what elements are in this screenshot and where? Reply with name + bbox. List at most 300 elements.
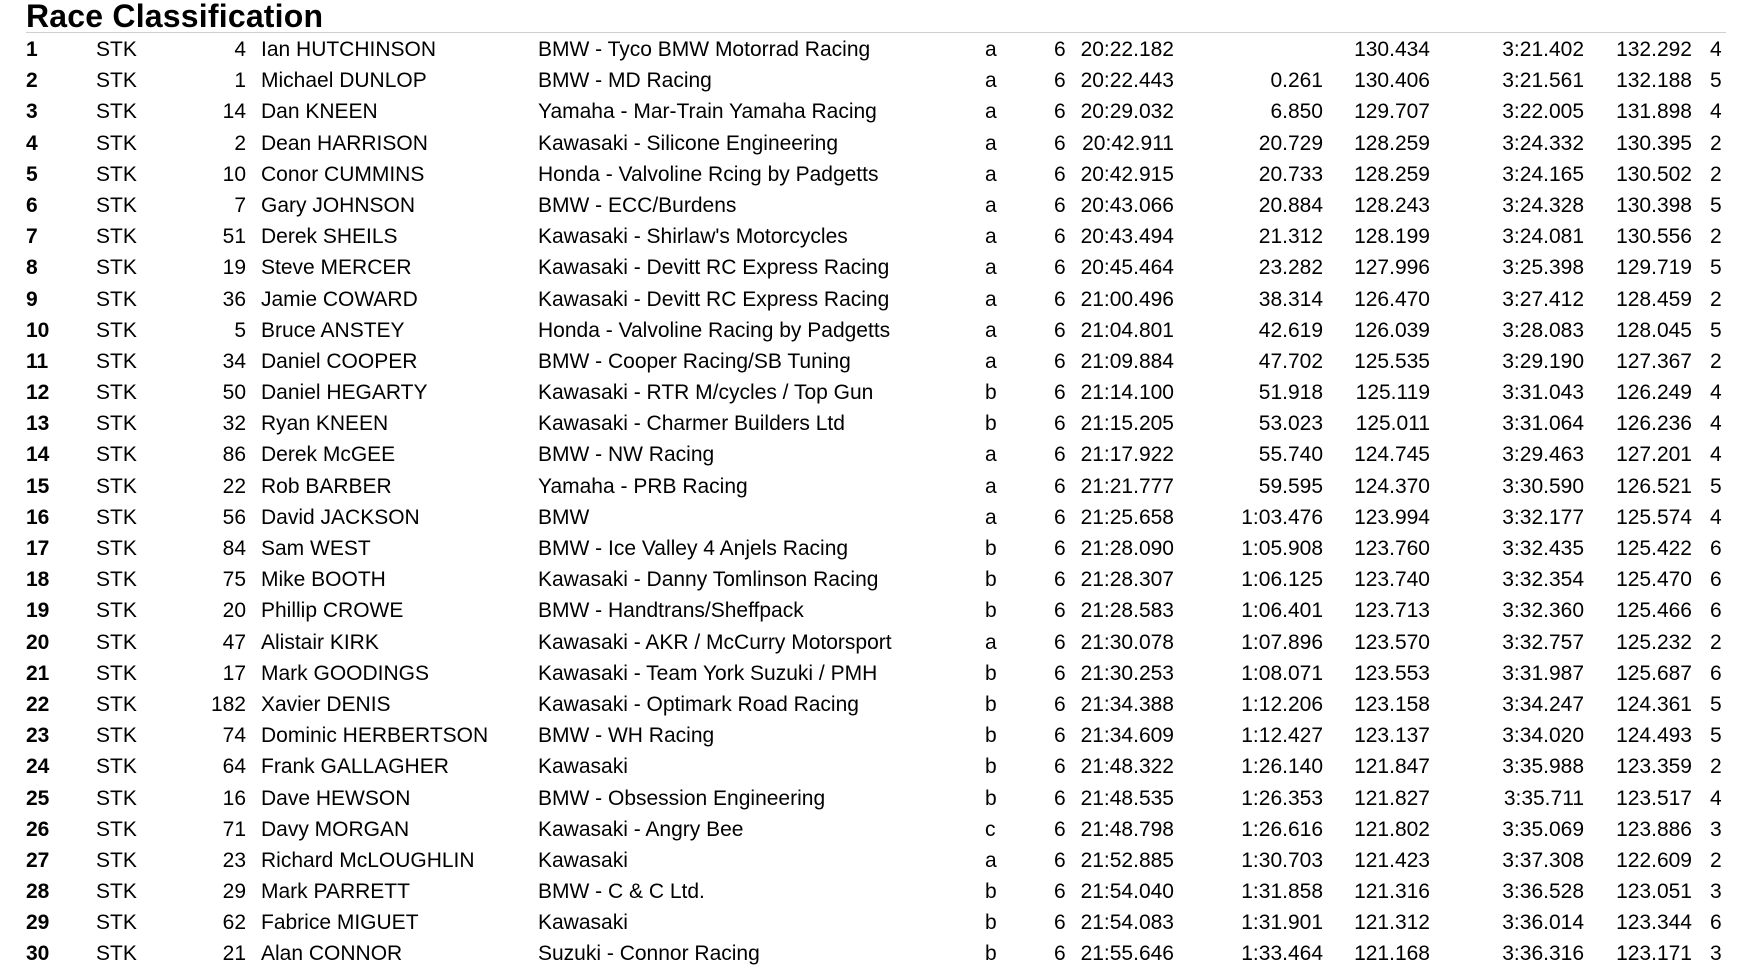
gap-cell: 1:30.703 bbox=[1241, 848, 1323, 872]
best-lap-time-cell: 3:25.398 bbox=[1502, 256, 1584, 280]
best-lap-speed-cell: 130.556 bbox=[1616, 225, 1692, 249]
average-speed-cell: 123.570 bbox=[1354, 630, 1430, 654]
group-cell: a bbox=[985, 443, 997, 467]
race-time-cell: 21:52.885 bbox=[1080, 848, 1174, 872]
position-cell: 8 bbox=[26, 256, 38, 280]
table-row bbox=[0, 346, 1752, 377]
position-cell: 14 bbox=[26, 443, 50, 467]
best-lap-number-cell: 4 bbox=[1710, 381, 1722, 405]
race-time-cell: 21:17.922 bbox=[1080, 443, 1174, 467]
race-time-cell: 21:14.100 bbox=[1080, 381, 1174, 405]
rider-number-cell: 62 bbox=[222, 911, 246, 935]
laps-cell: 6 bbox=[1054, 38, 1066, 61]
average-speed-cell: 126.039 bbox=[1354, 318, 1430, 342]
gap-cell: 47.702 bbox=[1258, 349, 1323, 373]
gap-cell: 51.918 bbox=[1258, 381, 1323, 405]
race-time-cell: 21:04.801 bbox=[1080, 318, 1174, 342]
best-lap-speed-cell: 124.361 bbox=[1616, 692, 1692, 716]
table-row bbox=[0, 128, 1752, 159]
best-lap-time-cell: 3:24.328 bbox=[1502, 193, 1584, 217]
average-speed-cell: 125.119 bbox=[1355, 381, 1430, 405]
laps-cell: 6 bbox=[1054, 131, 1066, 155]
position-cell: 11 bbox=[26, 349, 49, 373]
laps-cell: 6 bbox=[1054, 942, 1066, 966]
group-cell: a bbox=[985, 474, 997, 498]
table-row bbox=[0, 533, 1752, 564]
rider-name-cell: Steve MERCER bbox=[261, 256, 412, 280]
laps-cell: 6 bbox=[1054, 724, 1066, 748]
average-speed-cell: 125.011 bbox=[1355, 412, 1430, 436]
class-cell: STK bbox=[96, 318, 137, 342]
race-time-cell: 20:43.066 bbox=[1080, 193, 1174, 217]
gap-cell: 1:31.901 bbox=[1241, 911, 1323, 935]
average-speed-cell: 123.760 bbox=[1354, 537, 1430, 560]
best-lap-time-cell: 3:35.988 bbox=[1502, 755, 1584, 779]
best-lap-number-cell: 5 bbox=[1710, 193, 1722, 217]
rider-name-cell: Jamie COWARD bbox=[261, 287, 418, 311]
table-row bbox=[0, 845, 1752, 876]
rider-name-cell: Dominic HERBERTSON bbox=[261, 724, 489, 748]
table-row bbox=[0, 34, 1752, 65]
group-cell: a bbox=[985, 505, 997, 529]
race-time-cell: 21:15.205 bbox=[1080, 412, 1174, 436]
team-cell: Kawasaki - Optimark Road Racing bbox=[538, 692, 859, 716]
position-cell: 23 bbox=[26, 724, 50, 748]
position-cell: 24 bbox=[26, 755, 50, 779]
class-cell: STK bbox=[96, 474, 137, 498]
rider-name-cell: David JACKSON bbox=[261, 505, 420, 529]
laps-cell: 6 bbox=[1054, 381, 1066, 405]
classification-table bbox=[0, 34, 1752, 970]
best-lap-speed-cell: 125.574 bbox=[1616, 505, 1692, 529]
group-cell: a bbox=[985, 318, 997, 342]
race-time-cell: 21:54.040 bbox=[1080, 880, 1174, 904]
best-lap-time-cell: 3:28.083 bbox=[1502, 318, 1584, 342]
race-time-cell: 21:34.609 bbox=[1080, 724, 1174, 748]
best-lap-speed-cell: 125.466 bbox=[1616, 599, 1692, 623]
gap-cell: 42.619 bbox=[1258, 318, 1323, 342]
team-cell: Kawasaki bbox=[538, 911, 628, 935]
team-cell: Kawasaki - AKR / McCurry Motorsport bbox=[538, 630, 892, 654]
rider-name-cell: Davy MORGAN bbox=[261, 817, 410, 841]
team-cell: Kawasaki bbox=[538, 755, 628, 779]
rider-number-cell: 56 bbox=[222, 505, 246, 529]
gap-cell: 6.850 bbox=[1270, 100, 1323, 124]
average-speed-cell: 126.470 bbox=[1354, 287, 1430, 311]
best-lap-number-cell: 2 bbox=[1710, 630, 1722, 654]
best-lap-time-cell: 3:36.316 bbox=[1502, 942, 1584, 966]
average-speed-cell: 123.713 bbox=[1354, 599, 1430, 623]
gap-cell: 23.282 bbox=[1258, 256, 1323, 280]
best-lap-speed-cell: 131.898 bbox=[1616, 100, 1692, 124]
group-cell: a bbox=[985, 162, 997, 186]
table-row bbox=[0, 720, 1752, 751]
laps-cell: 6 bbox=[1054, 630, 1066, 654]
best-lap-number-cell: 5 bbox=[1710, 692, 1722, 716]
table-row bbox=[0, 938, 1752, 969]
best-lap-speed-cell: 125.470 bbox=[1616, 568, 1692, 592]
rider-number-cell: 4 bbox=[234, 38, 246, 61]
group-cell: b bbox=[985, 692, 997, 716]
gap-cell: 1:26.140 bbox=[1241, 755, 1323, 779]
race-time-cell: 21:48.535 bbox=[1080, 786, 1174, 810]
group-cell: a bbox=[985, 225, 997, 249]
best-lap-number-cell: 6 bbox=[1710, 537, 1722, 560]
group-cell: b bbox=[985, 381, 997, 405]
class-cell: STK bbox=[96, 100, 137, 124]
average-speed-cell: 121.802 bbox=[1354, 817, 1430, 841]
rider-number-cell: 47 bbox=[222, 630, 246, 654]
best-lap-time-cell: 3:32.757 bbox=[1502, 630, 1584, 654]
rider-number-cell: 2 bbox=[234, 131, 246, 155]
race-time-cell: 21:25.658 bbox=[1080, 505, 1174, 529]
team-cell: BMW - ECC/Burdens bbox=[538, 193, 737, 217]
average-speed-cell: 128.259 bbox=[1354, 131, 1430, 155]
rider-name-cell: Rob BARBER bbox=[261, 474, 392, 498]
position-cell: 22 bbox=[26, 692, 50, 716]
rider-name-cell: Frank GALLAGHER bbox=[261, 755, 449, 779]
best-lap-time-cell: 3:31.064 bbox=[1502, 412, 1584, 436]
gap-cell: 1:03.476 bbox=[1241, 505, 1323, 529]
best-lap-speed-cell: 127.201 bbox=[1616, 443, 1692, 467]
table-row bbox=[0, 783, 1752, 814]
rider-number-cell: 21 bbox=[222, 942, 246, 966]
race-time-cell: 21:48.322 bbox=[1080, 755, 1174, 779]
race-time-cell: 20:45.464 bbox=[1080, 256, 1174, 280]
rider-name-cell: Daniel COOPER bbox=[261, 349, 418, 373]
rider-number-cell: 7 bbox=[234, 193, 246, 217]
rider-name-cell: Phillip CROWE bbox=[261, 599, 404, 623]
gap-cell: 1:12.206 bbox=[1241, 692, 1323, 716]
gap-cell: 1:33.464 bbox=[1241, 942, 1323, 966]
best-lap-time-cell: 3:37.308 bbox=[1502, 848, 1584, 872]
best-lap-time-cell: 3:32.435 bbox=[1502, 537, 1584, 560]
class-cell: STK bbox=[96, 412, 137, 436]
position-cell: 25 bbox=[26, 786, 50, 810]
position-cell: 17 bbox=[26, 537, 50, 560]
group-cell: b bbox=[985, 880, 997, 904]
best-lap-speed-cell: 130.398 bbox=[1616, 193, 1692, 217]
rider-name-cell: Conor CUMMINS bbox=[261, 162, 425, 186]
rider-number-cell: 10 bbox=[222, 162, 246, 186]
best-lap-time-cell: 3:24.165 bbox=[1502, 162, 1584, 186]
race-time-cell: 21:34.388 bbox=[1080, 692, 1174, 716]
rider-name-cell: Alan CONNOR bbox=[261, 942, 403, 966]
position-cell: 29 bbox=[26, 911, 50, 935]
class-cell: STK bbox=[96, 193, 137, 217]
class-cell: STK bbox=[96, 755, 137, 779]
rider-number-cell: 36 bbox=[222, 287, 246, 311]
group-cell: b bbox=[985, 755, 997, 779]
rider-number-cell: 182 bbox=[210, 692, 246, 716]
best-lap-time-cell: 3:34.247 bbox=[1502, 692, 1584, 716]
race-time-cell: 21:28.583 bbox=[1080, 599, 1174, 623]
team-cell: Kawasaki - Charmer Builders Ltd bbox=[538, 412, 845, 436]
rider-name-cell: Xavier DENIS bbox=[261, 692, 391, 716]
table-row bbox=[0, 408, 1752, 439]
class-cell: STK bbox=[96, 505, 137, 529]
position-cell: 18 bbox=[26, 568, 50, 592]
best-lap-number-cell: 3 bbox=[1710, 942, 1722, 966]
best-lap-speed-cell: 132.292 bbox=[1616, 38, 1692, 61]
best-lap-speed-cell: 125.232 bbox=[1616, 630, 1692, 654]
best-lap-number-cell: 6 bbox=[1710, 599, 1722, 623]
class-cell: STK bbox=[96, 381, 137, 405]
team-cell: Yamaha - PRB Racing bbox=[538, 474, 748, 498]
group-cell: c bbox=[985, 817, 996, 841]
best-lap-number-cell: 2 bbox=[1710, 225, 1722, 249]
best-lap-number-cell: 6 bbox=[1710, 911, 1722, 935]
race-time-cell: 21:09.884 bbox=[1080, 349, 1174, 373]
best-lap-time-cell: 3:30.590 bbox=[1502, 474, 1584, 498]
class-cell: STK bbox=[96, 131, 137, 155]
position-cell: 19 bbox=[26, 599, 50, 623]
group-cell: a bbox=[985, 287, 997, 311]
gap-cell: 1:06.401 bbox=[1241, 599, 1323, 623]
class-cell: STK bbox=[96, 537, 137, 560]
team-cell: BMW - Ice Valley 4 Anjels Racing bbox=[538, 537, 849, 560]
best-lap-time-cell: 3:35.069 bbox=[1502, 817, 1584, 841]
position-cell: 12 bbox=[26, 381, 50, 405]
best-lap-speed-cell: 126.521 bbox=[1616, 474, 1692, 498]
rider-number-cell: 74 bbox=[222, 724, 246, 748]
race-time-cell: 21:28.307 bbox=[1080, 568, 1174, 592]
table-row bbox=[0, 315, 1752, 346]
position-cell: 15 bbox=[26, 474, 50, 498]
team-cell: BMW - NW Racing bbox=[538, 443, 715, 467]
best-lap-time-cell: 3:34.020 bbox=[1502, 724, 1584, 748]
rider-name-cell: Mike BOOTH bbox=[261, 568, 386, 592]
class-cell: STK bbox=[96, 256, 137, 280]
rider-name-cell: Fabrice MIGUET bbox=[261, 911, 419, 935]
gap-cell: 20.729 bbox=[1258, 131, 1323, 155]
best-lap-speed-cell: 130.395 bbox=[1616, 131, 1692, 155]
best-lap-speed-cell: 123.359 bbox=[1616, 755, 1692, 779]
position-cell: 6 bbox=[26, 193, 38, 217]
class-cell: STK bbox=[96, 724, 137, 748]
laps-cell: 6 bbox=[1054, 100, 1066, 124]
table-row bbox=[0, 377, 1752, 408]
team-cell: BMW bbox=[538, 505, 590, 529]
laps-cell: 6 bbox=[1054, 848, 1066, 872]
laps-cell: 6 bbox=[1054, 318, 1066, 342]
race-time-cell: 20:42.911 bbox=[1082, 131, 1174, 155]
team-cell: BMW - Tyco BMW Motorrad Racing bbox=[538, 38, 871, 61]
laps-cell: 6 bbox=[1054, 193, 1066, 217]
title-divider bbox=[26, 32, 1726, 33]
page-title: Race Classification bbox=[26, 0, 324, 34]
rider-name-cell: Derek McGEE bbox=[261, 443, 396, 467]
best-lap-number-cell: 2 bbox=[1710, 162, 1722, 186]
best-lap-speed-cell: 123.051 bbox=[1616, 880, 1692, 904]
race-time-cell: 20:22.182 bbox=[1080, 38, 1174, 61]
average-speed-cell: 121.423 bbox=[1354, 848, 1430, 872]
best-lap-time-cell: 3:32.354 bbox=[1502, 568, 1584, 592]
team-cell: Kawasaki bbox=[538, 848, 628, 872]
laps-cell: 6 bbox=[1054, 537, 1066, 560]
position-cell: 3 bbox=[26, 100, 38, 124]
team-cell: BMW - Handtrans/Sheffpack bbox=[538, 599, 804, 623]
laps-cell: 6 bbox=[1054, 287, 1066, 311]
table-row bbox=[0, 502, 1752, 533]
position-cell: 2 bbox=[26, 69, 38, 93]
best-lap-number-cell: 5 bbox=[1710, 474, 1722, 498]
best-lap-speed-cell: 126.236 bbox=[1616, 412, 1692, 436]
table-row bbox=[0, 658, 1752, 689]
gap-cell: 0.261 bbox=[1270, 69, 1323, 93]
best-lap-time-cell: 3:27.412 bbox=[1502, 287, 1584, 311]
table-row bbox=[0, 252, 1752, 283]
average-speed-cell: 121.168 bbox=[1354, 942, 1430, 966]
team-cell: Yamaha - Mar-Train Yamaha Racing bbox=[538, 100, 877, 124]
class-cell: STK bbox=[96, 880, 137, 904]
race-time-cell: 21:55.646 bbox=[1080, 942, 1174, 966]
class-cell: STK bbox=[96, 817, 137, 841]
best-lap-time-cell: 3:36.528 bbox=[1502, 880, 1584, 904]
laps-cell: 6 bbox=[1054, 661, 1066, 685]
best-lap-number-cell: 5 bbox=[1710, 724, 1722, 748]
group-cell: b bbox=[985, 724, 997, 748]
best-lap-time-cell: 3:36.014 bbox=[1502, 911, 1584, 935]
rider-number-cell: 17 bbox=[222, 661, 246, 685]
best-lap-number-cell: 5 bbox=[1710, 318, 1722, 342]
best-lap-time-cell: 3:31.043 bbox=[1502, 381, 1584, 405]
gap-cell: 53.023 bbox=[1258, 412, 1323, 436]
rider-name-cell: Dave HEWSON bbox=[261, 786, 411, 810]
rider-number-cell: 20 bbox=[222, 599, 246, 623]
race-time-cell: 21:48.798 bbox=[1080, 817, 1174, 841]
average-speed-cell: 123.740 bbox=[1354, 568, 1430, 592]
laps-cell: 6 bbox=[1054, 692, 1066, 716]
best-lap-time-cell: 3:31.987 bbox=[1502, 661, 1584, 685]
position-cell: 1 bbox=[26, 38, 38, 61]
rider-number-cell: 51 bbox=[222, 225, 246, 249]
table-row bbox=[0, 689, 1752, 720]
gap-cell: 1:06.125 bbox=[1241, 568, 1323, 592]
best-lap-number-cell: 4 bbox=[1710, 443, 1722, 467]
rider-name-cell: Dan KNEEN bbox=[261, 100, 378, 124]
best-lap-speed-cell: 125.422 bbox=[1616, 537, 1692, 560]
team-cell: BMW - Cooper Racing/SB Tuning bbox=[538, 349, 851, 373]
table-row bbox=[0, 159, 1752, 190]
group-cell: b bbox=[985, 661, 997, 685]
best-lap-speed-cell: 127.367 bbox=[1616, 349, 1692, 373]
race-time-cell: 21:54.083 bbox=[1080, 911, 1174, 935]
gap-cell: 20.733 bbox=[1258, 162, 1323, 186]
race-time-cell: 20:29.032 bbox=[1080, 100, 1174, 124]
laps-cell: 6 bbox=[1054, 568, 1066, 592]
rider-number-cell: 29 bbox=[222, 880, 246, 904]
team-cell: BMW - Obsession Engineering bbox=[538, 786, 826, 810]
position-cell: 10 bbox=[26, 318, 50, 342]
team-cell: Kawasaki - Angry Bee bbox=[538, 817, 744, 841]
position-cell: 16 bbox=[26, 505, 50, 529]
gap-cell: 1:05.908 bbox=[1241, 537, 1323, 560]
position-cell: 20 bbox=[26, 630, 50, 654]
table-row bbox=[0, 471, 1752, 502]
best-lap-number-cell: 6 bbox=[1710, 568, 1722, 592]
laps-cell: 6 bbox=[1054, 817, 1066, 841]
average-speed-cell: 128.243 bbox=[1354, 193, 1430, 217]
rider-number-cell: 1 bbox=[234, 69, 246, 93]
race-time-cell: 21:28.090 bbox=[1080, 537, 1174, 560]
class-cell: STK bbox=[96, 69, 137, 93]
class-cell: STK bbox=[96, 786, 137, 810]
table-row bbox=[0, 190, 1752, 221]
position-cell: 4 bbox=[26, 131, 38, 155]
rider-name-cell: Mark GOODINGS bbox=[261, 661, 430, 685]
race-time-cell: 21:21.777 bbox=[1080, 474, 1174, 498]
best-lap-speed-cell: 128.459 bbox=[1616, 287, 1692, 311]
rider-number-cell: 71 bbox=[222, 817, 246, 841]
laps-cell: 6 bbox=[1054, 880, 1066, 904]
group-cell: b bbox=[985, 568, 997, 592]
gap-cell: 1:26.616 bbox=[1241, 817, 1323, 841]
rider-number-cell: 23 bbox=[222, 848, 246, 872]
gap-cell: 1:07.896 bbox=[1241, 630, 1323, 654]
table-row bbox=[0, 627, 1752, 658]
best-lap-number-cell: 2 bbox=[1710, 131, 1722, 155]
best-lap-number-cell: 5 bbox=[1710, 69, 1722, 93]
position-cell: 27 bbox=[26, 848, 50, 872]
rider-name-cell: Michael DUNLOP bbox=[261, 69, 427, 93]
table-row bbox=[0, 907, 1752, 938]
class-cell: STK bbox=[96, 630, 137, 654]
gap-cell: 38.314 bbox=[1258, 287, 1323, 311]
table-row bbox=[0, 96, 1752, 127]
team-cell: Honda - Valvoline Rcing by Padgetts bbox=[538, 162, 879, 186]
best-lap-number-cell: 4 bbox=[1710, 786, 1722, 810]
average-speed-cell: 130.406 bbox=[1354, 69, 1430, 93]
best-lap-speed-cell: 123.171 bbox=[1616, 942, 1692, 966]
class-cell: STK bbox=[96, 162, 137, 186]
average-speed-cell: 127.996 bbox=[1354, 256, 1430, 280]
rider-name-cell: Dean HARRISON bbox=[261, 131, 428, 155]
best-lap-number-cell: 3 bbox=[1710, 817, 1722, 841]
best-lap-time-cell: 3:32.177 bbox=[1502, 505, 1584, 529]
class-cell: STK bbox=[96, 568, 137, 592]
table-row bbox=[0, 751, 1752, 782]
team-cell: Kawasaki - Shirlaw's Motorcycles bbox=[538, 225, 848, 249]
group-cell: b bbox=[985, 412, 997, 436]
group-cell: a bbox=[985, 848, 997, 872]
best-lap-speed-cell: 132.188 bbox=[1616, 69, 1692, 93]
best-lap-speed-cell: 123.344 bbox=[1616, 911, 1692, 935]
average-speed-cell: 123.994 bbox=[1354, 505, 1430, 529]
average-speed-cell: 125.535 bbox=[1354, 349, 1430, 373]
race-time-cell: 21:00.496 bbox=[1080, 287, 1174, 311]
best-lap-speed-cell: 124.493 bbox=[1616, 724, 1692, 748]
best-lap-speed-cell: 122.609 bbox=[1616, 848, 1692, 872]
best-lap-time-cell: 3:35.711 bbox=[1503, 786, 1584, 810]
rider-name-cell: Ian HUTCHINSON bbox=[261, 38, 437, 61]
position-cell: 5 bbox=[26, 162, 38, 186]
average-speed-cell: 124.745 bbox=[1354, 443, 1430, 467]
rider-name-cell: Daniel HEGARTY bbox=[261, 381, 428, 405]
position-cell: 26 bbox=[26, 817, 50, 841]
best-lap-speed-cell: 128.045 bbox=[1616, 318, 1692, 342]
rider-number-cell: 16 bbox=[222, 786, 246, 810]
rider-number-cell: 75 bbox=[222, 568, 246, 592]
group-cell: a bbox=[985, 100, 997, 124]
rider-number-cell: 86 bbox=[222, 443, 246, 467]
best-lap-speed-cell: 130.502 bbox=[1616, 162, 1692, 186]
average-speed-cell: 121.312 bbox=[1354, 911, 1430, 935]
rider-number-cell: 34 bbox=[222, 349, 246, 373]
best-lap-number-cell: 4 bbox=[1710, 38, 1722, 61]
average-speed-cell: 123.137 bbox=[1354, 724, 1430, 748]
team-cell: Kawasaki - Danny Tomlinson Racing bbox=[538, 568, 879, 592]
